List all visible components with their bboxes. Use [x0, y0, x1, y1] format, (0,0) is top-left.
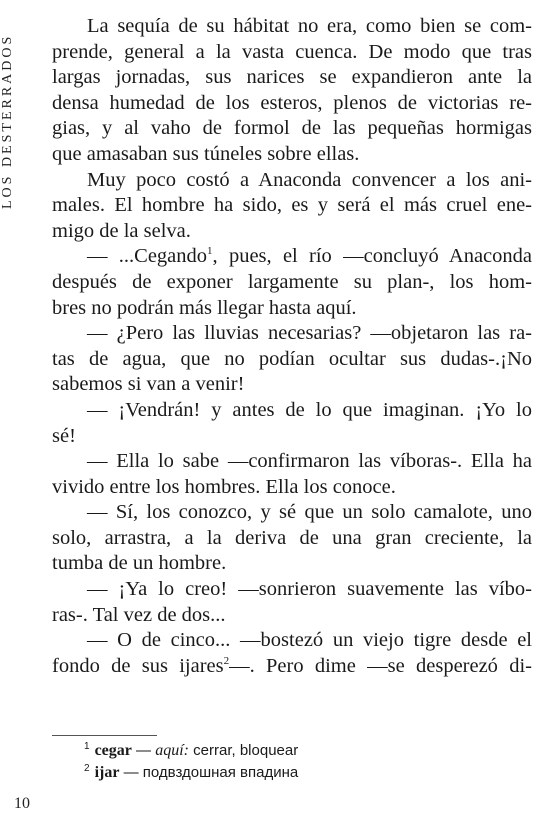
- footnote-term: cegar: [94, 742, 132, 759]
- text-line: — ¡Vendrán! y antes de lo que imaginan. ¡Yo lo: [87, 398, 532, 421]
- text-line: tas de agua, que no podían ocultar sus dudas-.¡No: [52, 347, 532, 370]
- text-fragment: , pues, el río —concluyó Anaconda: [212, 245, 532, 268]
- paragraph: [52, 628, 532, 679]
- text-line: males. El hombre ha sido, es y será el más cruel ene-: [52, 194, 532, 217]
- text-line: que amasaban sus túneles sobre ellas.: [52, 142, 360, 165]
- text-line: — Ella lo sabe —confirmaron las víboras-. Ella ha: [87, 450, 532, 473]
- text-line: sabemos si van a venir!: [52, 373, 245, 396]
- footnote-term: ijar: [94, 764, 120, 781]
- footnote: [84, 738, 298, 760]
- text-line: migo de la selva.: [52, 219, 191, 242]
- text-line: bres no podrán más llegar hasta aquí.: [52, 296, 357, 319]
- text-line: — ¿Pero las lluvias necesarias? —objetaron las ra-: [87, 322, 532, 345]
- text-line: solo, arrastra, a la deriva de una gran creciente, la: [52, 526, 532, 549]
- text-line: tumba de un hombre.: [52, 552, 227, 575]
- footnote-ref: 2: [223, 654, 230, 667]
- footnote: [84, 760, 298, 782]
- text-line: Muy poco costó a Anaconda convencer a los ani-: [87, 168, 532, 191]
- footnotes: [84, 738, 298, 782]
- footnote-dash: —: [131, 742, 156, 759]
- running-head: LOS DESTERRADOS: [0, 33, 15, 209]
- footnote-definition: cerrar, bloquear: [189, 742, 299, 759]
- paragraph: [52, 398, 532, 449]
- text-fragment: fondo de sus ijares: [52, 654, 224, 677]
- paragraph: [52, 449, 532, 500]
- footnote-number: 1: [84, 741, 90, 752]
- text-line: [52, 244, 532, 270]
- page-number: 10: [14, 795, 30, 812]
- paragraph: [52, 244, 532, 321]
- text-line: gias, y al vaho de formol de las pequeñas hormigas: [52, 117, 532, 140]
- text-line: largas jornadas, sus narices se expandieron ante la: [52, 66, 532, 89]
- footnote-number: 2: [84, 763, 90, 774]
- text-line: — ¡Ya lo creo! —sonrieron suavemente las víbo-: [87, 578, 532, 601]
- footnote-marker: aquí:: [155, 742, 189, 759]
- footnote-rule: [52, 735, 157, 736]
- paragraph: [52, 577, 532, 628]
- text-line: ras-. Tal vez de dos...: [52, 603, 226, 626]
- text-line: — O de cinco... —bostezó un viejo tigre desde el: [87, 629, 532, 652]
- text-line: La sequía de su hábitat no era, como bien se com-: [87, 15, 532, 37]
- text-line: — Sí, los conozco, y sé que un solo camalote, uno: [87, 501, 532, 524]
- footnote-definition: подвздошная впадина: [142, 764, 299, 781]
- text-fragment: — ...Cegando: [87, 245, 208, 268]
- text-line: [52, 654, 532, 680]
- body-text: [52, 14, 532, 679]
- text-line: vivido entre los hombres. Ella los conoce.: [52, 475, 396, 498]
- text-line: prende, general a la vasta cuenca. De modo que tras: [52, 40, 532, 63]
- paragraph: [52, 14, 532, 168]
- text-line: densa humedad de los esteros, plenos de victorias re-: [52, 91, 532, 114]
- paragraph: [52, 500, 532, 577]
- text-line: después de exponer largamente su plan-, los hom-: [52, 270, 532, 293]
- footnote-ref: 1: [207, 245, 213, 258]
- text-fragment: —. Pero dime —se desperezó di-: [229, 654, 532, 677]
- paragraph: [52, 168, 532, 245]
- footnote-dash: —: [119, 764, 143, 781]
- text-line: sé!: [52, 424, 76, 447]
- paragraph: [52, 321, 532, 398]
